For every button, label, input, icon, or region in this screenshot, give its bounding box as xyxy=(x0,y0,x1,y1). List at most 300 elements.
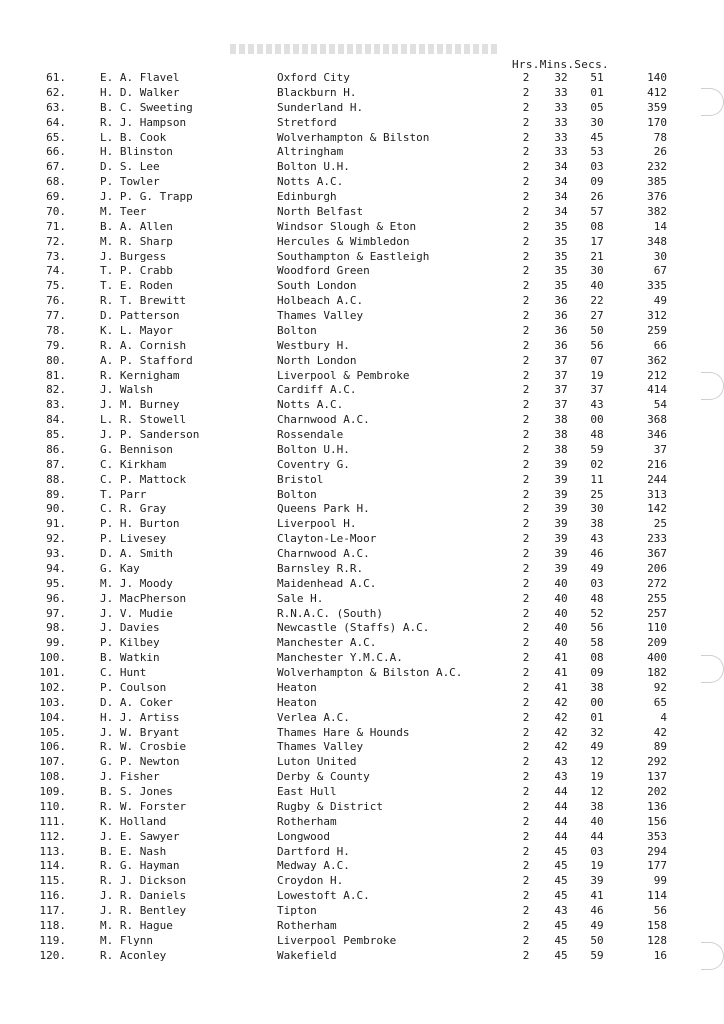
club-name: Holbeach A.C. xyxy=(277,294,364,308)
runner-name: B. S. Jones xyxy=(100,785,173,798)
runner-name: B. E. Nash xyxy=(100,844,167,858)
runner-name: R. Kernigham xyxy=(100,368,180,382)
seconds: 37 xyxy=(590,383,604,397)
position: 61. xyxy=(46,71,66,84)
position: 76. xyxy=(46,294,66,308)
result-row xyxy=(0,131,724,146)
seconds: 53 xyxy=(590,145,604,159)
minutes: 33 xyxy=(554,145,568,159)
points: 66 xyxy=(653,338,667,352)
points: 99 xyxy=(653,874,667,888)
result-row xyxy=(0,264,724,279)
position: 69. xyxy=(46,190,66,203)
hours: 2 xyxy=(522,829,530,843)
hours: 2 xyxy=(522,651,530,665)
position: 83. xyxy=(46,398,66,412)
result-row xyxy=(0,904,724,919)
minutes: 45 xyxy=(554,844,568,858)
seconds: 07 xyxy=(590,353,604,367)
runner-name: J. Fisher xyxy=(100,770,160,784)
seconds: 25 xyxy=(590,487,604,501)
points: 209 xyxy=(647,636,667,650)
points: 232 xyxy=(647,160,667,174)
points: 368 xyxy=(647,413,667,427)
result-row xyxy=(0,279,724,294)
minutes: 43 xyxy=(554,755,568,769)
result-row xyxy=(0,398,724,413)
seconds: 27 xyxy=(590,309,604,322)
result-row xyxy=(0,354,724,369)
position: 73. xyxy=(46,249,66,263)
runner-name: R. J. Hampson xyxy=(100,115,187,129)
minutes: 42 xyxy=(554,725,568,739)
club-name: Sunderland H. xyxy=(277,100,364,114)
seconds: 22 xyxy=(590,294,604,308)
hours: 2 xyxy=(522,413,530,427)
result-row xyxy=(0,711,724,726)
hours: 2 xyxy=(522,115,530,129)
runner-name: K. L. Mayor xyxy=(100,323,173,337)
position: 105. xyxy=(39,725,66,739)
club-name: Liverpool H. xyxy=(277,517,357,531)
minutes: 44 xyxy=(554,829,568,843)
runner-name: B. A. Allen xyxy=(100,219,173,233)
runner-name: D. A. Smith xyxy=(100,547,173,560)
result-row xyxy=(0,71,724,86)
result-row xyxy=(0,681,724,696)
seconds: 00 xyxy=(590,413,604,427)
runner-name: P. H. Burton xyxy=(100,517,180,531)
minutes: 39 xyxy=(554,517,568,531)
minutes: 43 xyxy=(554,770,568,784)
points: 42 xyxy=(653,725,667,739)
club-name: Blackburn H. xyxy=(277,85,357,99)
points: 170 xyxy=(647,115,667,129)
points: 92 xyxy=(653,680,667,694)
points: 78 xyxy=(653,130,667,144)
result-row xyxy=(0,547,724,562)
runner-name: H. J. Artiss xyxy=(100,710,180,724)
club-name: Bolton U.H. xyxy=(277,442,350,456)
club-name: Barnsley R.R. xyxy=(277,561,364,575)
result-row xyxy=(0,726,724,741)
hours: 2 xyxy=(522,249,530,263)
seconds: 59 xyxy=(590,442,604,456)
club-name: Rotherham xyxy=(277,918,337,932)
seconds: 48 xyxy=(590,428,604,441)
club-name: South London xyxy=(277,279,357,293)
runner-name: M. R. Hague xyxy=(100,918,173,932)
minutes: 44 xyxy=(554,814,568,828)
hours: 2 xyxy=(522,561,530,575)
points: 367 xyxy=(647,547,667,560)
seconds: 08 xyxy=(590,651,604,665)
club-name: Manchester Y.M.C.A. xyxy=(277,651,403,665)
minutes: 34 xyxy=(554,160,568,174)
points: 206 xyxy=(647,561,667,575)
minutes: 45 xyxy=(554,859,568,873)
club-name: Notts A.C. xyxy=(277,398,344,412)
hours: 2 xyxy=(522,918,530,932)
seconds: 09 xyxy=(590,666,604,679)
points: 359 xyxy=(647,100,667,114)
points: 292 xyxy=(647,755,667,769)
runner-name: J. Davies xyxy=(100,621,160,635)
points: 65 xyxy=(653,695,667,709)
hours: 2 xyxy=(522,859,530,873)
hours: 2 xyxy=(522,323,530,337)
seconds: 59 xyxy=(590,948,604,962)
result-row xyxy=(0,636,724,651)
seconds: 30 xyxy=(590,115,604,129)
runner-name: P. Coulson xyxy=(100,680,167,694)
seconds: 57 xyxy=(590,204,604,218)
result-row xyxy=(0,86,724,101)
hours: 2 xyxy=(522,368,530,382)
result-row xyxy=(0,175,724,190)
result-row xyxy=(0,532,724,547)
runner-name: G. P. Newton xyxy=(100,755,180,769)
seconds: 52 xyxy=(590,606,604,620)
position: 94. xyxy=(46,561,66,575)
position: 109. xyxy=(39,785,66,798)
hours: 2 xyxy=(522,621,530,635)
hours: 2 xyxy=(522,353,530,367)
result-row xyxy=(0,116,724,131)
club-name: Clayton-Le-Moor xyxy=(277,532,377,546)
points: 4 xyxy=(660,710,667,724)
club-name: Woodford Green xyxy=(277,264,370,278)
result-row xyxy=(0,220,724,235)
points: 49 xyxy=(653,294,667,308)
result-row xyxy=(0,235,724,250)
seconds: 43 xyxy=(590,532,604,546)
minutes: 37 xyxy=(554,398,568,412)
result-row xyxy=(0,160,724,175)
hours: 2 xyxy=(522,547,530,560)
seconds: 40 xyxy=(590,814,604,828)
points: 110 xyxy=(647,621,667,635)
result-row xyxy=(0,145,724,160)
minutes: 40 xyxy=(554,636,568,650)
seconds: 49 xyxy=(590,918,604,932)
points: 202 xyxy=(647,785,667,798)
position: 79. xyxy=(46,338,66,352)
result-row xyxy=(0,755,724,770)
position: 104. xyxy=(39,710,66,724)
hours: 2 xyxy=(522,755,530,769)
hours: 2 xyxy=(522,442,530,456)
minutes: 39 xyxy=(554,532,568,546)
points: 348 xyxy=(647,234,667,248)
points: 114 xyxy=(647,889,667,903)
minutes: 39 xyxy=(554,472,568,486)
runner-name: M. Flynn xyxy=(100,933,153,947)
points: 216 xyxy=(647,457,667,471)
minutes: 42 xyxy=(554,740,568,754)
minutes: 42 xyxy=(554,710,568,724)
seconds: 43 xyxy=(590,398,604,412)
position: 102. xyxy=(39,680,66,694)
position: 63. xyxy=(46,100,66,114)
hours: 2 xyxy=(522,398,530,412)
runner-name: R. G. Hayman xyxy=(100,859,180,873)
runner-name: L. R. Stowell xyxy=(100,413,187,427)
seconds: 58 xyxy=(590,636,604,650)
minutes: 32 xyxy=(554,71,568,84)
points: 257 xyxy=(647,606,667,620)
points: 182 xyxy=(647,666,667,679)
time-column-header: Hrs.Mins.Secs. xyxy=(512,58,609,71)
runner-name: R. Aconley xyxy=(100,948,167,962)
seconds: 26 xyxy=(590,190,604,203)
result-row xyxy=(0,413,724,428)
result-row xyxy=(0,874,724,889)
minutes: 39 xyxy=(554,561,568,575)
club-name: Longwood xyxy=(277,829,330,843)
runner-name: R. W. Forster xyxy=(100,799,187,813)
seconds: 51 xyxy=(590,71,604,84)
hours: 2 xyxy=(522,606,530,620)
points: 89 xyxy=(653,740,667,754)
club-name: Altringham xyxy=(277,145,344,159)
club-name: Heaton xyxy=(277,680,317,694)
club-name: Sale H. xyxy=(277,591,324,605)
result-row xyxy=(0,577,724,592)
position: 106. xyxy=(39,740,66,754)
result-row xyxy=(0,696,724,711)
position: 110. xyxy=(39,799,66,813)
result-row xyxy=(0,845,724,860)
result-row xyxy=(0,800,724,815)
runner-name: J. Burgess xyxy=(100,249,167,263)
position: 91. xyxy=(46,517,66,531)
runner-name: J. W. Bryant xyxy=(100,725,180,739)
position: 64. xyxy=(46,115,66,129)
position: 98. xyxy=(46,621,66,635)
result-row xyxy=(0,785,724,800)
seconds: 50 xyxy=(590,323,604,337)
position: 67. xyxy=(46,160,66,174)
seconds: 19 xyxy=(590,770,604,784)
seconds: 03 xyxy=(590,576,604,590)
hours: 2 xyxy=(522,874,530,888)
club-name: Stretford xyxy=(277,115,337,129)
club-name: Rossendale xyxy=(277,428,344,441)
result-row xyxy=(0,458,724,473)
points: 382 xyxy=(647,204,667,218)
seconds: 49 xyxy=(590,740,604,754)
result-row xyxy=(0,651,724,666)
club-name: Oxford City xyxy=(277,71,350,84)
runner-name: B. C. Sweeting xyxy=(100,100,193,114)
club-name: Newcastle (Staffs) A.C. xyxy=(277,621,430,635)
club-name: Wolverhampton & Bilston xyxy=(277,130,430,144)
result-row xyxy=(0,101,724,116)
position: 95. xyxy=(46,576,66,590)
seconds: 01 xyxy=(590,85,604,99)
points: 137 xyxy=(647,770,667,784)
seconds: 38 xyxy=(590,799,604,813)
result-row xyxy=(0,770,724,785)
runner-name: C. R. Gray xyxy=(100,502,167,516)
runner-name: R. W. Crosbie xyxy=(100,740,187,754)
club-name: Bolton U.H. xyxy=(277,160,350,174)
club-name: Thames Valley xyxy=(277,309,364,322)
position: 87. xyxy=(46,457,66,471)
seconds: 03 xyxy=(590,160,604,174)
hours: 2 xyxy=(522,100,530,114)
hours: 2 xyxy=(522,428,530,441)
position: 80. xyxy=(46,353,66,367)
minutes: 45 xyxy=(554,933,568,947)
hours: 2 xyxy=(522,309,530,322)
club-name: Notts A.C. xyxy=(277,175,344,189)
minutes: 35 xyxy=(554,219,568,233)
points: 142 xyxy=(647,502,667,516)
runner-name: C. P. Mattock xyxy=(100,472,187,486)
runner-name: T. Parr xyxy=(100,487,147,501)
position: 108. xyxy=(39,770,66,784)
result-row xyxy=(0,859,724,874)
seconds: 03 xyxy=(590,844,604,858)
seconds: 50 xyxy=(590,933,604,947)
position: 90. xyxy=(46,502,66,516)
seconds: 46 xyxy=(590,547,604,560)
minutes: 40 xyxy=(554,606,568,620)
points: 26 xyxy=(653,145,667,159)
points: 212 xyxy=(647,368,667,382)
club-name: Thames Valley xyxy=(277,740,364,754)
hours: 2 xyxy=(522,279,530,293)
minutes: 35 xyxy=(554,264,568,278)
minutes: 34 xyxy=(554,204,568,218)
result-row xyxy=(0,562,724,577)
points: 385 xyxy=(647,175,667,189)
runner-name: L. B. Cook xyxy=(100,130,167,144)
position: 81. xyxy=(46,368,66,382)
minutes: 39 xyxy=(554,502,568,516)
minutes: 36 xyxy=(554,309,568,322)
minutes: 34 xyxy=(554,175,568,189)
position: 85. xyxy=(46,428,66,441)
club-name: Wakefield xyxy=(277,948,337,962)
runner-name: P. Towler xyxy=(100,175,160,189)
runner-name: M. J. Moody xyxy=(100,576,173,590)
result-row xyxy=(0,666,724,681)
minutes: 37 xyxy=(554,353,568,367)
seconds: 02 xyxy=(590,457,604,471)
hours: 2 xyxy=(522,725,530,739)
points: 30 xyxy=(653,249,667,263)
hours: 2 xyxy=(522,338,530,352)
position: 77. xyxy=(46,309,66,322)
club-name: Liverpool Pembroke xyxy=(277,933,397,947)
club-name: Bristol xyxy=(277,472,324,486)
minutes: 44 xyxy=(554,799,568,813)
points: 128 xyxy=(647,933,667,947)
points: 25 xyxy=(653,517,667,531)
club-name: R.N.A.C. (South) xyxy=(277,606,383,620)
position: 92. xyxy=(46,532,66,546)
minutes: 42 xyxy=(554,695,568,709)
minutes: 41 xyxy=(554,680,568,694)
position: 113. xyxy=(39,844,66,858)
club-name: Charnwood A.C. xyxy=(277,547,370,560)
minutes: 34 xyxy=(554,190,568,203)
seconds: 05 xyxy=(590,100,604,114)
hours: 2 xyxy=(522,234,530,248)
runner-name: J. R. Daniels xyxy=(100,889,187,903)
runner-name: H. Blinston xyxy=(100,145,173,159)
runner-name: J. MacPherson xyxy=(100,591,187,605)
minutes: 33 xyxy=(554,115,568,129)
hours: 2 xyxy=(522,680,530,694)
result-row xyxy=(0,428,724,443)
seconds: 01 xyxy=(590,710,604,724)
runner-name: T. E. Roden xyxy=(100,279,173,293)
club-name: Heaton xyxy=(277,695,317,709)
hours: 2 xyxy=(522,502,530,516)
points: 177 xyxy=(647,859,667,873)
seconds: 56 xyxy=(590,621,604,635)
minutes: 41 xyxy=(554,651,568,665)
points: 412 xyxy=(647,85,667,99)
minutes: 40 xyxy=(554,576,568,590)
result-row xyxy=(0,309,724,324)
club-name: Queens Park H. xyxy=(277,502,370,516)
position: 72. xyxy=(46,234,66,248)
position: 89. xyxy=(46,487,66,501)
position: 99. xyxy=(46,636,66,650)
club-name: Bolton xyxy=(277,323,317,337)
minutes: 33 xyxy=(554,130,568,144)
points: 259 xyxy=(647,323,667,337)
hours: 2 xyxy=(522,264,530,278)
hours: 2 xyxy=(522,695,530,709)
hours: 2 xyxy=(522,889,530,903)
position: 78. xyxy=(46,323,66,337)
result-row xyxy=(0,949,724,964)
result-row xyxy=(0,205,724,220)
result-row xyxy=(0,324,724,339)
hours: 2 xyxy=(522,844,530,858)
hours: 2 xyxy=(522,933,530,947)
position: 97. xyxy=(46,606,66,620)
result-row xyxy=(0,621,724,636)
club-name: Westbury H. xyxy=(277,338,350,352)
runner-name: C. Kirkham xyxy=(100,457,167,471)
position: 120. xyxy=(39,948,66,962)
hours: 2 xyxy=(522,517,530,531)
minutes: 37 xyxy=(554,383,568,397)
hours: 2 xyxy=(522,204,530,218)
result-row xyxy=(0,502,724,517)
points: 335 xyxy=(647,279,667,293)
hours: 2 xyxy=(522,294,530,308)
points: 376 xyxy=(647,190,667,203)
hours: 2 xyxy=(522,710,530,724)
result-row xyxy=(0,339,724,354)
seconds: 17 xyxy=(590,234,604,248)
hours: 2 xyxy=(522,799,530,813)
club-name: Cardiff A.C. xyxy=(277,383,357,397)
runner-name: B. Watkin xyxy=(100,651,160,665)
points: 136 xyxy=(647,799,667,813)
result-row xyxy=(0,190,724,205)
position: 117. xyxy=(39,904,66,917)
club-name: Rotherham xyxy=(277,814,337,828)
